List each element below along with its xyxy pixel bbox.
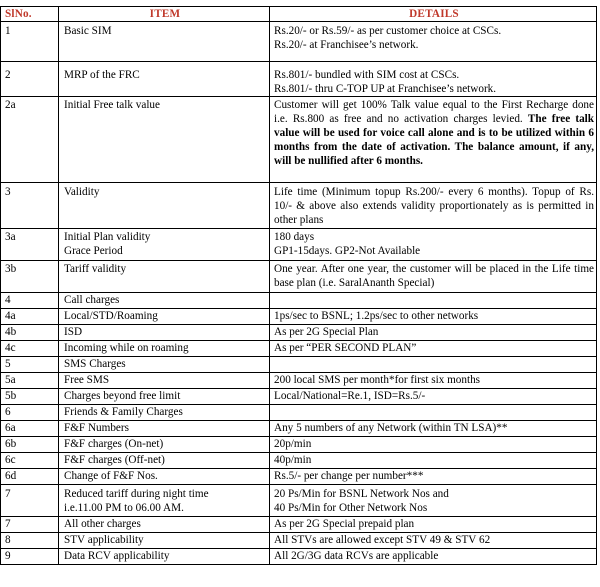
row-details <box>270 533 597 549</box>
row-details <box>270 229 597 261</box>
item-line: Change of F&F Nos. <box>64 470 158 482</box>
row-slno: 4a <box>1 309 59 325</box>
table-row <box>1 485 597 517</box>
details-line: 200 local SMS per month*for first six months <box>274 374 481 386</box>
row-details <box>270 357 597 373</box>
row-slno: 6d <box>1 469 59 485</box>
details-line: Rs.801/- thru C-TOP UP at Franchisee’s network. <box>274 83 497 95</box>
item-line: Friends & Family Charges <box>64 406 183 418</box>
row-details <box>270 437 597 453</box>
table-row <box>1 533 597 549</box>
row-item <box>59 183 270 229</box>
row-details <box>270 517 597 533</box>
tariff-table <box>0 6 597 565</box>
details-line: Any 5 numbers of any Network (within TN LSA)** <box>274 422 508 434</box>
row-details <box>270 97 597 183</box>
row-slno: 2 <box>1 62 59 97</box>
row-details <box>270 62 597 97</box>
row-slno: 4 <box>1 293 59 309</box>
row-item <box>59 517 270 533</box>
details-line: Rs.20/- or Rs.59/- as per customer choice at CSCs. <box>274 25 502 37</box>
row-slno: 9 <box>1 549 59 565</box>
row-details <box>270 389 597 405</box>
row-item <box>59 341 270 357</box>
row-item <box>59 229 270 261</box>
details-bold-text: The free talk value will be used for voice call alone and is to be utilized within 6 months from the date of activation. The balance amount, if any, will be nullified after 6 months. <box>274 113 594 167</box>
row-details <box>270 325 597 341</box>
row-slno: 5 <box>1 357 59 373</box>
details-line: Rs.5/- per change per number*** <box>274 470 424 482</box>
item-line: Incoming while on roaming <box>64 342 189 354</box>
item-line: SMS Charges <box>64 358 126 370</box>
details-line: 40p/min <box>274 454 312 466</box>
table-row <box>1 405 597 421</box>
row-item <box>59 261 270 293</box>
details-line: As per 2G Special prepaid plan <box>274 518 415 530</box>
details-line: Rs.801/- bundled with SIM cost at CSCs. <box>274 69 460 81</box>
details-text: Life time (Minimum topup Rs.200/- every 6 months). Topup of Rs. 10/- & above also extends validity proportionately as is permitted in other plans <box>274 186 594 226</box>
table-row <box>1 389 597 405</box>
table-row <box>1 97 597 183</box>
row-slno: 3 <box>1 183 59 229</box>
row-details <box>270 183 597 229</box>
details-line: GP1-15days. GP2-Not Available <box>274 245 421 257</box>
details-line: All 2G/3G data RCVs are applicable <box>274 550 439 562</box>
row-slno: 5a <box>1 373 59 389</box>
item-line: Initial Plan validity <box>64 231 151 243</box>
row-item <box>59 389 270 405</box>
details-line: 180 days <box>274 231 315 243</box>
item-line: Free SMS <box>64 374 110 386</box>
row-slno: 5b <box>1 389 59 405</box>
details-line: Local/National=Re.1, ISD=Rs.5/- <box>274 390 426 402</box>
table-row <box>1 229 597 261</box>
row-details <box>270 293 597 309</box>
row-slno: 1 <box>1 22 59 62</box>
row-slno: 3b <box>1 261 59 293</box>
item-line: Local/STD/Roaming <box>64 310 158 322</box>
table-row <box>1 373 597 389</box>
row-item <box>59 469 270 485</box>
row-details <box>270 485 597 517</box>
row-item <box>59 22 270 62</box>
row-details <box>270 405 597 421</box>
table-row <box>1 517 597 533</box>
row-item <box>59 421 270 437</box>
row-details <box>270 453 597 469</box>
row-slno: 8 <box>1 533 59 549</box>
item-line: STV applicability <box>64 534 144 546</box>
row-item <box>59 485 270 517</box>
item-line: Initial Free talk value <box>64 99 160 111</box>
table-row <box>1 325 597 341</box>
item-line: F&F Numbers <box>64 422 129 434</box>
item-line: Basic SIM <box>64 25 112 37</box>
row-item <box>59 549 270 565</box>
table-row <box>1 309 597 325</box>
row-item <box>59 309 270 325</box>
row-details <box>270 469 597 485</box>
row-item <box>59 405 270 421</box>
details-text: Customer will get 100% Talk value equal to the First Recharge done i.e. Rs.800 as free and no activation charges levied. <box>274 99 594 125</box>
details-line: As per 2G Special Plan <box>274 326 379 338</box>
row-details <box>270 261 597 293</box>
table-row <box>1 22 597 62</box>
details-line: All STVs are allowed except STV 49 & STV 62 <box>274 534 491 546</box>
row-slno: 3a <box>1 229 59 261</box>
item-line: F&F charges (Off-net) <box>64 454 165 466</box>
table-row <box>1 469 597 485</box>
row-slno: 7 <box>1 517 59 533</box>
row-slno: 7 <box>1 485 59 517</box>
table-row <box>1 453 597 469</box>
details-line: 1ps/sec to BSNL; 1.2ps/sec to other networks <box>274 310 479 322</box>
row-item <box>59 293 270 309</box>
item-line: Tariff validity <box>64 263 127 275</box>
table-body <box>1 22 597 565</box>
row-slno: 4b <box>1 325 59 341</box>
item-line: ISD <box>64 326 83 338</box>
table-row <box>1 549 597 565</box>
item-line: Validity <box>64 186 100 198</box>
details-line: 20 Ps/Min for BSNL Network Nos and <box>274 488 449 500</box>
row-item <box>59 97 270 183</box>
row-details <box>270 341 597 357</box>
item-line: Charges beyond free limit <box>64 390 181 402</box>
table-header-row <box>1 7 597 22</box>
row-slno: 4c <box>1 341 59 357</box>
table-row <box>1 293 597 309</box>
row-item <box>59 325 270 341</box>
row-details <box>270 549 597 565</box>
row-details <box>270 309 597 325</box>
item-line: Call charges <box>64 294 120 306</box>
table-row <box>1 261 597 293</box>
details-line: As per “PER SECOND PLAN” <box>274 342 417 354</box>
details-line: Rs.20/- at Franchisee’s network. <box>274 39 419 51</box>
row-item <box>59 62 270 97</box>
item-line: F&F charges (On-net) <box>64 438 164 450</box>
item-line: Data RCV applicability <box>64 550 170 562</box>
header-item: ITEM <box>59 7 270 22</box>
header-details: DETAILS <box>270 7 597 22</box>
tariff-document <box>0 6 596 565</box>
row-slno: 6a <box>1 421 59 437</box>
row-slno: 6c <box>1 453 59 469</box>
table-row <box>1 357 597 373</box>
row-slno: 6 <box>1 405 59 421</box>
table-row <box>1 62 597 97</box>
item-line: i.e.11.00 PM to 06.00 AM. <box>64 502 184 514</box>
item-line: MRP of the FRC <box>64 69 140 81</box>
item-line: All other charges <box>64 518 141 530</box>
table-row <box>1 341 597 357</box>
row-item <box>59 533 270 549</box>
row-details <box>270 421 597 437</box>
row-details <box>270 373 597 389</box>
table-row <box>1 437 597 453</box>
header-slno: SlNo. <box>1 7 59 22</box>
details-text: One year. After one year, the customer will be placed in the Life time base plan (i.e. SaralAnanth Special) <box>274 263 594 289</box>
row-slno: 2a <box>1 97 59 183</box>
table-row <box>1 183 597 229</box>
row-details <box>270 22 597 62</box>
table-row <box>1 421 597 437</box>
details-line: 40 Ps/Min for Other Network Nos <box>274 502 428 514</box>
details-line: 20p/min <box>274 438 312 450</box>
item-line: Reduced tariff during night time <box>64 488 209 500</box>
row-item <box>59 357 270 373</box>
row-item <box>59 453 270 469</box>
row-item <box>59 373 270 389</box>
row-slno: 6b <box>1 437 59 453</box>
item-line: Grace Period <box>64 245 123 257</box>
row-item <box>59 437 270 453</box>
